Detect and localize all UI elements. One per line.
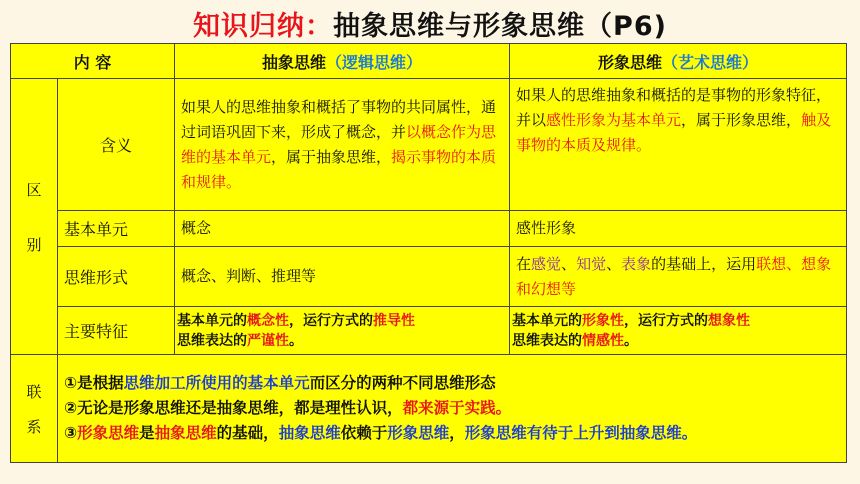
link-3h: 形象思维 <box>387 424 450 442</box>
meaning-imagery-red2: 触及事物的本质及规律。 <box>516 111 832 154</box>
link-line-3 <box>64 421 840 446</box>
basic-unit-abstract: 概念 <box>175 211 510 247</box>
form-imagery-red1: 联想、想象和幻想等 <box>516 254 832 298</box>
features-imagery-red1: 形象性 <box>582 312 625 329</box>
basic-unit-imagery: 感性形象 <box>510 211 847 247</box>
features-abstract-red3: 严谨性 <box>247 332 290 349</box>
features-abstract-text2: ，运行方式的 <box>289 312 374 329</box>
header-imagery <box>510 44 847 79</box>
comparison-table <box>10 43 847 463</box>
form-imagery-text2: 、 <box>561 254 577 273</box>
meaning-abstract-red1: 以概念作为思维的基本单元 <box>181 122 497 166</box>
link-3f: 抽象思维 <box>278 424 341 442</box>
link-3d: 抽象思维 <box>154 424 217 442</box>
link-1a: ①是根据 <box>64 374 124 392</box>
features-abstract-text4: 。 <box>289 332 304 349</box>
features-imagery-red3: 情感性 <box>582 332 625 349</box>
link-3b: 形象思维 <box>77 424 140 442</box>
link-2a: ②无论是形象思维还是抽象思维，都是理性认识， <box>64 399 403 417</box>
page-title <box>0 4 860 43</box>
side-difference-char2: 别 <box>26 235 42 254</box>
row-meaning <box>11 79 847 211</box>
form-abstract: 概念、判断、推理等 <box>175 247 510 307</box>
features-imagery-text2: ，运行方式的 <box>624 312 709 329</box>
header-abstract-main: 抽象思维 <box>262 52 327 72</box>
form-imagery <box>510 247 847 307</box>
link-3j: 形象思维有待于上升到抽象思维。 <box>464 424 698 442</box>
link-3c: 是 <box>139 424 155 442</box>
form-imagery-purple3: 表象 <box>621 254 652 273</box>
link-3g: 依赖于 <box>340 424 388 442</box>
header-row <box>11 44 847 79</box>
link-3i: ， <box>449 424 465 442</box>
side-label-difference <box>11 79 58 355</box>
features-imagery <box>510 307 847 355</box>
meaning-imagery-text2: ，属于形象思维， <box>681 111 802 129</box>
row-features <box>11 307 847 355</box>
side-label-link <box>11 355 58 463</box>
features-abstract-red2: 推导性 <box>373 312 416 329</box>
row-label-basic-unit: 基本单元 <box>58 211 175 247</box>
header-content: 内 容 <box>11 44 175 79</box>
features-abstract <box>175 307 510 355</box>
link-line-1 <box>64 371 840 396</box>
features-imagery-text4: 。 <box>624 332 639 349</box>
meaning-abstract-text1: 如果人的思维抽象和概括了事物的共同属性，通过词语巩固下来，形成了概念，并 <box>181 97 497 141</box>
meaning-abstract <box>175 79 510 211</box>
header-abstract-paren: （逻辑思维） <box>326 52 423 72</box>
title-main: 抽象思维与形象思维（P6) <box>333 11 667 42</box>
features-imagery-red2: 想象性 <box>708 312 751 329</box>
features-abstract-text3: 思维表达的 <box>177 332 248 349</box>
form-imagery-text1: 在 <box>516 254 532 273</box>
row-label-features: 主要特征 <box>58 307 175 355</box>
features-abstract-text1: 基本单元的 <box>177 312 248 329</box>
link-1c: 而区分的两种不同思维形态 <box>309 374 496 392</box>
features-imagery-text3: 思维表达的 <box>512 332 583 349</box>
form-imagery-purple1: 感觉 <box>531 254 562 273</box>
meaning-imagery-text1: 如果人的思维抽象和概括的是事物的形象特征，并以 <box>516 86 832 129</box>
meaning-abstract-text2: ，属于抽象思维， <box>271 147 392 166</box>
features-imagery-text1: 基本单元的 <box>512 312 583 329</box>
row-form <box>11 247 847 307</box>
link-3e: 的基础， <box>216 424 279 442</box>
form-imagery-text4: 的基础上，运用 <box>651 254 757 273</box>
form-imagery-purple2: 知觉 <box>576 254 607 273</box>
title-prefix: 知识归纳： <box>193 11 334 42</box>
row-label-meaning: 含义 <box>58 79 175 211</box>
meaning-imagery-red1: 感性形象为基本单元 <box>546 111 682 129</box>
features-abstract-red1: 概念性 <box>247 312 290 329</box>
link-content <box>58 355 847 463</box>
row-link <box>11 355 847 463</box>
link-3a: ③ <box>64 424 78 442</box>
link-line-2 <box>64 396 840 421</box>
side-link-char2: 系 <box>26 417 42 436</box>
header-imagery-main: 形象思维 <box>598 52 663 72</box>
meaning-imagery <box>510 79 847 211</box>
link-2b: 都来源于实践。 <box>402 399 512 417</box>
link-1b: 思维加工所使用的基本单元 <box>123 374 310 392</box>
header-abstract <box>175 44 510 79</box>
row-label-form: 思维形式 <box>58 247 175 307</box>
side-link-char1: 联 <box>26 382 42 401</box>
row-basic-unit <box>11 211 847 247</box>
form-imagery-text3: 、 <box>606 254 622 273</box>
meaning-abstract-red2: 揭示事物的本质和规律。 <box>181 147 497 191</box>
side-difference-char1: 区 <box>26 180 42 199</box>
header-imagery-paren: （艺术思维） <box>662 52 759 72</box>
